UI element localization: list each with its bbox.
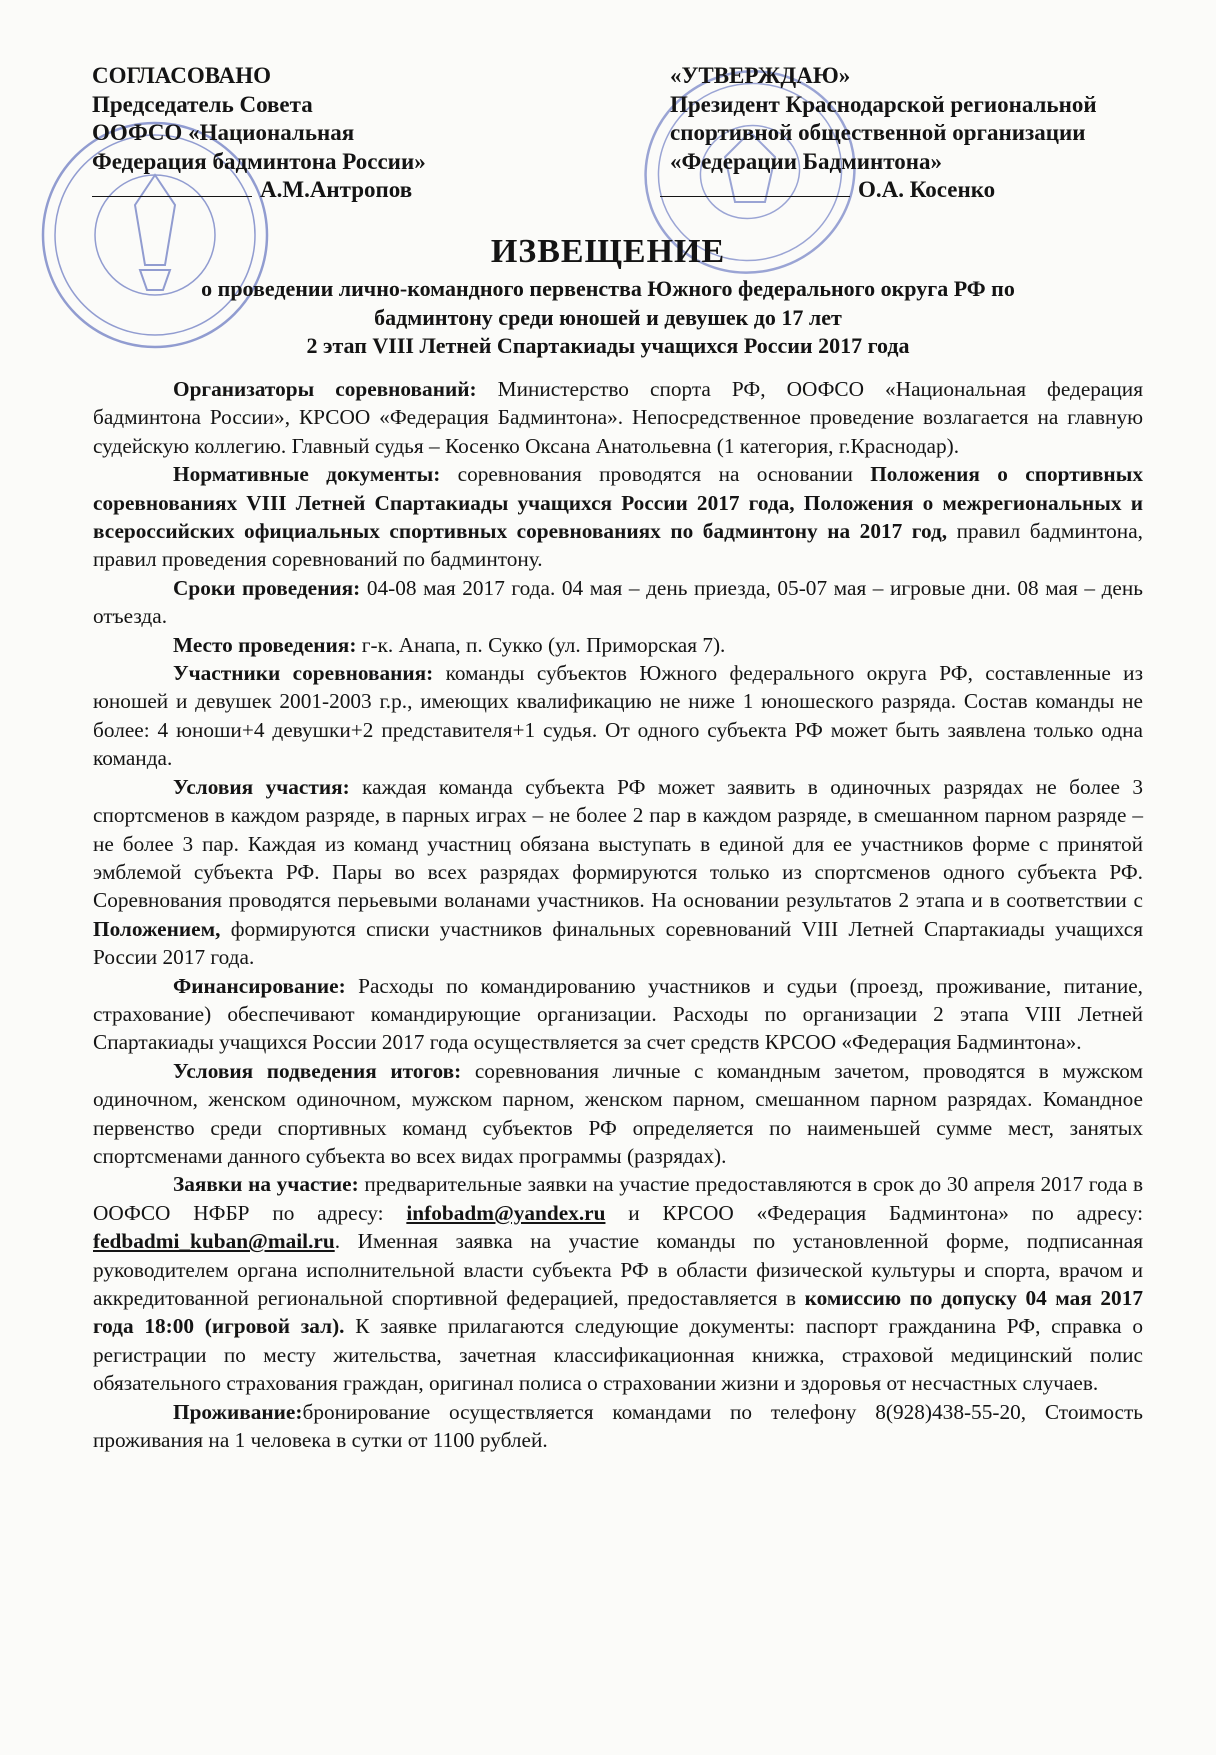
section-bold-text: комиссию по допуску 04 мая 2017 года 18:00 (игровой зал). xyxy=(93,1286,1143,1339)
section-text: Расходы по командированию участников и судьи (проезд, проживание, питание, страхование) обеспечивают командирующие организации. Расходы по организации 2 этапа VIII Летней Спартакиады учащихся России 2017 года осуществляется за счет средств КРСОО «Федерация Бадминтона». xyxy=(93,973,1143,1055)
approval-right-heading: «УТВЕРЖДАЮ» xyxy=(670,63,851,88)
approval-left-line3: Федерация бадминтона России» xyxy=(92,148,426,174)
section-label: Условия участия: xyxy=(173,774,350,799)
approval-right-block xyxy=(670,62,1190,205)
section-text: предварительные заявки на участие предоставляются в срок до 30 апреля 2017 года в ООФСО НФБР по адресу: xyxy=(93,1172,1143,1225)
approval-right-signer: О.А. Косенко xyxy=(858,177,996,202)
approval-left-signer: А.М.Антропов xyxy=(260,177,413,202)
section-text: 04-08 мая 2017 года. 04 мая – день приезда, 05-07 мая – игровые дни. 08 мая – день отъезда. xyxy=(93,575,1143,629)
signature-line xyxy=(660,194,850,197)
section-text: К заявке прилагаются следующие документы: паспорт гражданина РФ, справка о регистрации по месту жительства, зачетная классификационная книжка, страховой медицинский полис обязательного страхования граждан, оригинал полиса о страховании жизни и здоровья от несчастных случаев. xyxy=(93,1314,1143,1396)
approval-right-line1: Президент Краснодарской региональной xyxy=(670,91,1097,117)
section-text: каждая команда субъекта РФ может заявить в одиночных разрядах не более 3 спортсменов в каждом разряде, в парных играх – не более 2 пар в каждом разряде, в смешанном парном разряде – не более 3 пар. Каждая из команд участниц обязана выступать в единой для ее участников форме с принятой эмблемой субъекта РФ. Пары во всех разрядах формируются только из спортсменов одного субъекта РФ. Соревнования проводятся перьевыми воланами участников. На основании результатов 2 этапа и в соответствии с xyxy=(93,774,1143,913)
section-text: бронирование осуществляется командами по телефону 8(928)438-55-20, Стоимость проживания на 1 человека в сутки от 1100 рублей. xyxy=(93,1399,1143,1453)
section-dates xyxy=(93,574,1143,631)
section-label: Участники соревнования: xyxy=(173,661,434,686)
section-label: Нормативные документы: xyxy=(173,462,441,487)
section-text: формируются списки участников финальных соревнований VIII Летней Спартакиады учащихся России 2017 года. xyxy=(93,916,1143,970)
approval-right-signature xyxy=(670,176,1190,205)
section-accommodation xyxy=(93,1398,1143,1455)
section-label: Условия подведения итогов: xyxy=(173,1058,462,1083)
approval-right-line3: «Федерации Бадминтона» xyxy=(670,148,943,174)
approval-right-line2: спортивной общественной организации xyxy=(670,120,1086,145)
section-text: и КРСОО «Федерация Бадминтона» по адресу: xyxy=(605,1200,1143,1225)
section-text: правил бадминтона, правил проведения соревнований по бадминтону. xyxy=(93,519,1143,572)
approval-left-block xyxy=(92,62,522,205)
section-results xyxy=(93,1057,1143,1171)
section-label: Проживание: xyxy=(173,1399,303,1424)
section-place xyxy=(93,631,1143,659)
section-conditions xyxy=(93,773,1143,972)
signature-line xyxy=(92,194,252,197)
section-label: Организаторы соревнований: xyxy=(173,377,477,401)
document-body xyxy=(93,375,1143,1454)
email-link-krsoo[interactable]: fedbadmi_kuban@mail.ru xyxy=(93,1229,335,1254)
approval-left-signature xyxy=(92,176,522,205)
section-label: Финансирование: xyxy=(173,973,346,998)
email-link-nfbr[interactable]: infobadm@yandex.ru xyxy=(406,1200,606,1225)
section-label: Место проведения: xyxy=(173,632,357,657)
section-participants xyxy=(93,659,1143,773)
section-text: команды субъектов Южного федерального округа РФ, составленные из юношей и девушек 2001-2003 г.р., имеющих квалификацию не ниже 1 юношеского разряда. Состав команды не более: 4 юноши+4 девушки+2 представителя+1 судья. От одного субъекта РФ может быть заявлена только одна команда. xyxy=(93,661,1143,771)
section-bold-text: Положением, xyxy=(93,916,221,941)
approval-left-line2: ООФСО «Национальная xyxy=(92,120,355,145)
section-financing xyxy=(93,972,1143,1057)
subtitle-line3: 2 этап VIII Летней Спартакиады учащихся России 2017 года xyxy=(306,333,910,358)
section-text: Министерство спорта РФ, ООФСО «Национальная федерация бадминтона России», КРСОО «Федерация Бадминтона». Непосредственное проведение возлагается на главную судейскую коллегию. Главный судья – Косенко Оксана Анатольевна (1 категория, г.Краснодар). xyxy=(93,377,1143,458)
section-label: Сроки проведения: xyxy=(173,575,361,600)
section-text: соревнования проводятся на основании xyxy=(440,462,871,487)
section-text: . Именная заявка на участие команды по установленной форме, подписанная руководителем органа исполнительной власти субъекта РФ в области физической культуры и спорта, врачом и аккредитованной региональной спортивной федерацией, предоставляется в xyxy=(93,1229,1143,1310)
document-subtitle xyxy=(130,275,1086,361)
approval-left-line1: Председатель Совета xyxy=(92,91,313,117)
section-label: Заявки на участие: xyxy=(173,1172,359,1197)
section-text: соревнования личные с командным зачетом, проводятся в мужском одиночном, женском одиночном, мужском парном, женском парном, смешанном парном разрядах. Командное первенство среди спортивных команд субъектов РФ определяется по наименьшей сумме мест, занятых спортсменами данного субъекта во всех видах программы (разрядах). xyxy=(93,1058,1143,1168)
approval-left-heading: СОГЛАСОВАНО xyxy=(92,63,272,88)
subtitle-line2: бадминтону среди юношей и девушек до 17 лет xyxy=(374,304,842,330)
document-title: ИЗВЕЩЕНИЕ xyxy=(490,233,726,270)
section-normative xyxy=(93,460,1143,574)
section-bold-text: Положения о спортивных соревнованиях VIII Летней Спартакиады учащихся России 2017 года, Положения о межрегиональных и всероссийских официальных спортивных соревнованиях по бадминтону на 2017 год, xyxy=(93,462,1143,544)
section-applications xyxy=(93,1170,1143,1397)
section-organizers xyxy=(93,375,1143,460)
section-text: г-к. Анапа, п. Сукко (ул. Приморская 7). xyxy=(356,632,726,657)
subtitle-line1: о проведении лично-командного первенства Южного федерального округа РФ по xyxy=(201,276,1015,301)
